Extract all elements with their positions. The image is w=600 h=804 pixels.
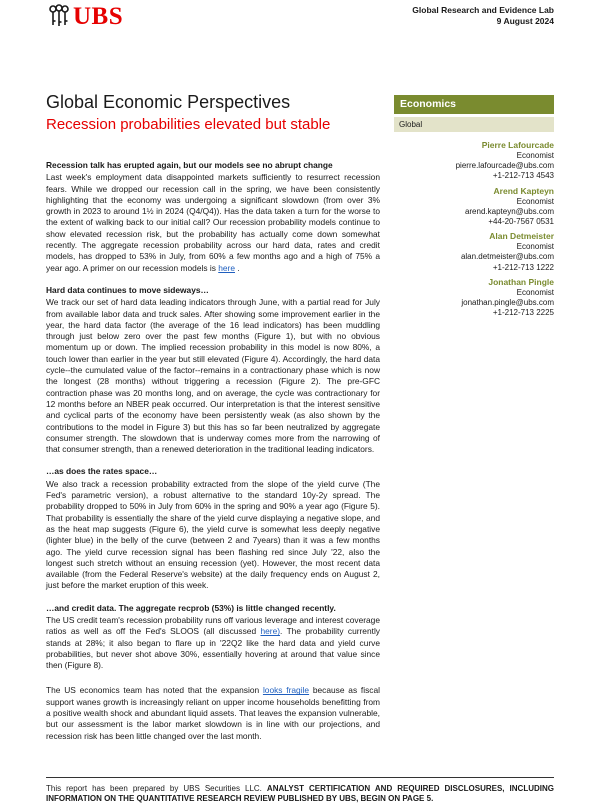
author-role: Economist bbox=[516, 242, 554, 252]
brand-wordmark: UBS bbox=[73, 3, 124, 30]
section-heading: Recession talk has erupted again, but our models see no abrupt change bbox=[46, 160, 333, 170]
paragraph-tail: . bbox=[235, 262, 240, 273]
article-body bbox=[46, 160, 380, 753]
report-header bbox=[412, 5, 554, 27]
section-heading: Hard data continues to move sideways… bbox=[46, 284, 209, 295]
author-email[interactable]: jonathan.pingle@ubs.com bbox=[461, 298, 554, 308]
footer-text: This report has been prepared by UBS Securities LLC. bbox=[46, 784, 267, 793]
author-role: Economist bbox=[516, 287, 554, 297]
author-name: Arend Kapteyn bbox=[493, 185, 554, 196]
author-phone: +44-20-7567 0531 bbox=[488, 217, 554, 227]
paragraph-tail: . The probability currently stands at 28%; it also began to flare up in '22Q2 like the hard data and yield curve probabilities, but never shot above 30%, essentially hovering at around that value since then (Figure 8). bbox=[46, 626, 380, 671]
paragraph bbox=[46, 615, 380, 671]
author-role: Economist bbox=[516, 196, 554, 206]
author-name: Pierre Lafourcade bbox=[481, 140, 554, 150]
report-date: 9 August 2024 bbox=[496, 16, 554, 26]
org-name: Global Research and Evidence Lab bbox=[412, 5, 554, 15]
paragraph-tail: because as fiscal support wanes growth is increasingly reliant on upper income households benefitting from a positive wealth shock and abundant liquid assets. That leaves the expansion vulnerable, but our assessment is the labor market slowdown is in line with our projections, and recession risk has been little changed over the last month. bbox=[46, 685, 380, 741]
author-phone: +1-212-713 4543 bbox=[492, 171, 554, 181]
fragile-link[interactable]: looks fragile bbox=[262, 685, 310, 696]
section-label: Economics bbox=[394, 95, 554, 114]
keys-logo-icon bbox=[47, 4, 71, 28]
author-list bbox=[384, 140, 554, 322]
author-card bbox=[384, 140, 554, 182]
paragraph: We also track a recession probability extracted from the slope of the yield curve (The Fed's parametric version), a robust alternative to the standard 10y-2y spread. The probability dropped to 50% in July from 60% in the spring and 90% a year ago (Figure 5). That probability is essentially the share of the yield curve displaying a negative slope, and as the heat map suggests (Figure 6), the yield curve is somewhat less deeply negative (lighter blue) in the belly of the curve (between 2 and 7years) than it was a few months ago. The yield curve recession signal has been flashing red since July '22, also the longest such stretch without an ensuing recession (yet). However, the most recent data available (from the Federal Reserve's website) at the daily frequency ends on August 2, just before the market eruption of this week. bbox=[46, 478, 380, 591]
section-heading: …and credit data. The aggregate recprob (53%) is little changed recently. bbox=[46, 602, 336, 613]
paragraph-text: The US economics team has noted that the expansion bbox=[46, 685, 263, 696]
paragraph bbox=[46, 685, 380, 741]
credit-link[interactable]: here) bbox=[260, 626, 281, 637]
page-subtitle: Recession probabilities elevated but stable bbox=[46, 116, 331, 133]
region-tag: Global bbox=[394, 117, 554, 132]
author-card bbox=[384, 277, 554, 319]
author-email[interactable]: arend.kapteyn@ubs.com bbox=[464, 206, 554, 216]
paragraph: We track our set of hard data leading indicators through June, with a partial read for July from available labor data and truck sales. After showing some improvement earlier in the year, the hard data factor (the average of the 16 lead indicators) has been muddling through just below zero over the past few months (Figure 1), but with no obvious momentum up or down. The implied recession probability in this model is now 80%, a touch lower than earlier in the year but still elevated (Figure 4). Accordingly, the hard data cycle--the cumulated value of the factor--remains in a contractionary phase which is now the longest (28 months) without triggering a recession (Figure 2). The pre-GFC contraction phase was 20 months long, and on average, the cycle was contractionary for 12 months before an NBER peak occurred. Our interpretation is that the interest sensitive and cyclical parts of the economy have been persistently weak (as also shown by the contributions to the model in Figure 3) but this has so far been neutralized by aggregate consumer strength. The slowdown that is underway comes more from the narrowing of that consumer strength, than a renewed deterioration in the traditional leading indicators. bbox=[46, 297, 380, 455]
author-email[interactable]: pierre.lafourcade@ubs.com bbox=[455, 161, 554, 171]
ubs-logo bbox=[47, 4, 167, 32]
author-name: Jonathan Pingle bbox=[488, 276, 554, 287]
primer-link[interactable]: here bbox=[218, 262, 235, 273]
paragraph-text: The US credit team's recession probability runs off various leverage and interest coverage ratios as well as off the Fed's SLOOS (all discussed bbox=[46, 614, 380, 637]
author-email[interactable]: alan.detmeister@ubs.com bbox=[460, 252, 554, 262]
section-heading: …as does the rates space… bbox=[46, 466, 158, 477]
author-card bbox=[384, 186, 554, 228]
author-phone: +1-212-713 1222 bbox=[492, 262, 554, 272]
footer-disclosure: ANALYST CERTIFICATION AND REQUIRED DISCLOSURES, INCLUDING INFORMATION ON THE QUANTITATIVE RESEARCH REVIEW PUBLISHED BY UBS, BEGIN ON PAGE 5. bbox=[46, 784, 555, 803]
paragraph-text: Last week's employment data disappointed markets sufficiently to resurrect recession fears. While we dropped our recession call in the spring, we have been consistently highlighting that the economy was undergoing a significant slowdown (from over 3% growth in 2023 to around 1½ in 2024 (Q4/Q4)). Has the data taken a turn for the worse to the extent of walking back to our initial call? Our recession probability models continue to show elevated recession risk, but the probability has actually come down somewhat recently. The aggregate recession probability across our hard data, rates and credit models, has dropped to 53% in July, from 60% a few months ago and a high of 75% a year ago. A primer on our recession models is bbox=[46, 172, 380, 273]
paragraph bbox=[46, 172, 380, 274]
page-title: Global Economic Perspectives bbox=[46, 92, 291, 112]
author-role: Economist bbox=[516, 151, 554, 160]
author-card bbox=[384, 231, 554, 273]
author-name: Alan Detmeister bbox=[489, 231, 554, 242]
author-phone: +1-212-713 2225 bbox=[492, 308, 554, 318]
